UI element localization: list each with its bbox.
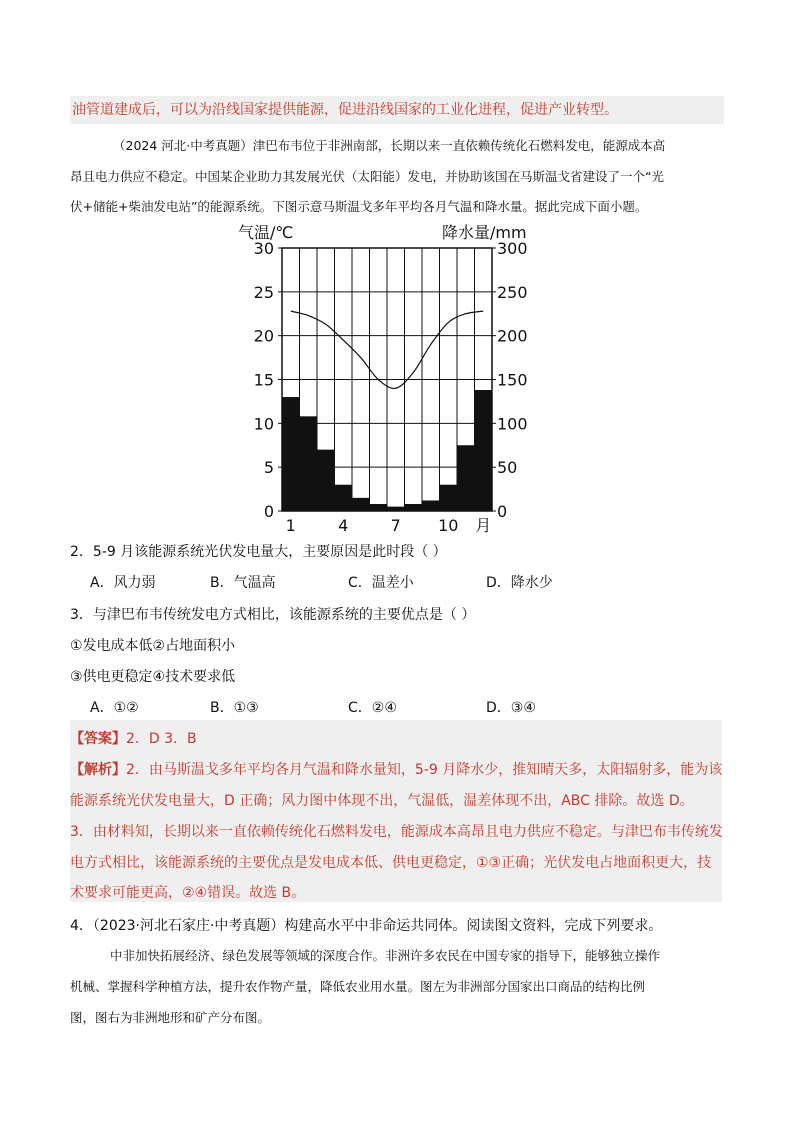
intro-line-1: （2024 河北·中考真题）津巴布韦位于非洲南部，长期以来一直依赖传统化石燃料发电，能源成本高 [113,138,666,153]
precipitation-tick-label: 100 [497,414,528,434]
precipitation-tick-label: 250 [497,282,528,302]
precipitation-bar-month-9 [423,500,440,511]
temperature-tick-label: 20 [253,326,274,346]
question-3-option-d: D．③④ [486,700,536,716]
question-3-option-b: B．①③ [210,700,259,716]
answer-tag: 【答案】 [70,731,126,747]
x-axis-label: 10 [438,516,459,534]
temperature-axis-label: 气温/℃ [238,223,294,242]
precipitation-bar-month-1 [283,397,300,511]
analysis-line-3: 3．由材料知，长期以来一直依赖传统化石燃料发电，能源成本高昂且电力供应不稳定。与津巴布韦传统发 [70,824,723,840]
precipitation-bar-month-7 [388,507,405,511]
question-2-option-b: B．气温高 [210,575,276,591]
temperature-tick-label: 30 [253,239,274,258]
analysis-text-1: 2．由马斯温戈多年平均各月气温和降水量知，5-9 月降水少，推知晴天多，太阳辐射多，能为该 [126,762,723,778]
precipitation-tick-label: 200 [497,326,528,346]
question-4-para-2: 机械、掌握科学种植方法，提升农作物产量，降低农业用水量。图左为非洲部分国家出口商品的结构比例 [70,979,646,994]
answer-line [70,728,722,748]
analysis-line-1 [70,759,722,779]
intro-line-2: 昂且电力供应不稳定。中国某企业助力其发展光伏（太阳能）发电，并协助该国在马斯温戈省建设了一个“光 [70,169,664,184]
analysis-line-2: 能源系统光伏发电量大，D 正确；风力图中体现不出，气温低，温差体现不出，ABC 排除。故选 D。 [70,793,694,809]
question-3-items-1: ①发电成本低②占地面积小 [70,638,236,654]
precipitation-bar-month-8 [405,504,422,511]
precipitation-bar-month-12 [475,390,492,511]
continued-text-line: 油管道建成后，可以为沿线国家提供能源，促进沿线国家的工业化进程，促进产业转型。 [70,96,724,124]
precipitation-bar-month-3 [318,450,335,511]
precipitation-tick-label: 0 [497,502,508,521]
temperature-tick-label: 10 [253,414,274,434]
question-3-option-a: A．①② [90,700,139,716]
analysis-line-4: 电方式相比，该能源系统的主要优点是发电成本低、供电更稳定，①③正确；光伏发电占地面积更大，技 [70,855,712,871]
precipitation-tick-label: 50 [497,458,518,478]
month-ticks [286,516,492,534]
precipitation-tick-label: 300 [497,239,528,258]
precipitation-bar-month-2 [300,416,317,511]
temperature-tick-label: 5 [263,458,274,478]
intro-line-3: 伏+储能+柴油发电站”的能源系统。下图示意马斯温戈多年平均各月气温和降水量。据此完成下面小题。 [70,199,648,214]
precipitation-bar-month-6 [370,504,387,511]
climate-chart [238,222,558,534]
answer-text: 2．D 3．B [126,731,197,747]
analysis-line-5: 术要求可能更高，②④错误。故选 B。 [70,885,306,901]
x-axis-label: 月 [475,516,492,534]
precipitation-axis-label: 降水量/mm [442,223,527,242]
temperature-tick-label: 15 [253,370,274,390]
temperature-tick-label: 0 [263,502,274,521]
precipitation-tick-label: 150 [497,370,528,390]
precipitation-bar-month-4 [335,485,352,511]
question-2-option-c: C．温差小 [348,575,414,591]
precipitation-bar-month-10 [440,485,457,511]
question-3-option-c: C．②④ [348,700,397,716]
x-axis-label: 7 [390,516,401,534]
precipitation-ticks [492,239,528,521]
x-axis-label: 4 [338,516,349,534]
temperature-tick-label: 25 [253,282,274,302]
analysis-tag: 【解析】 [70,762,126,778]
temperature-ticks [254,239,282,521]
precipitation-bar-month-5 [353,498,370,511]
question-4-para-3: 图，图右为非洲地形和矿产分布图。 [70,1010,271,1025]
question-3-stem: 3．与津巴布韦传统发电方式相比，该能源系统的主要优点是（ ） [70,607,476,623]
question-2-stem: 2．5-9 月该能源系统光伏发电量大，主要原因是此时段（ ） [70,544,447,560]
precipitation-bar-month-11 [458,445,475,511]
x-axis-label: 1 [285,516,296,534]
question-4-stem: 4．（2023·河北石家庄·中考真题）构建高水平中非命运共同体。阅读图文资料，完成下列要求。 [70,918,663,934]
question-2-option-d: D．降水少 [486,575,553,591]
question-4-para-1: 中非加快拓展经济、绿色发展等领域的深度合作。非洲许多农民在中国专家的指导下，能够独立操作 [110,948,661,963]
question-2-option-a: A．风力弱 [90,575,156,591]
question-3-items-2: ③供电更稳定④技术要求低 [70,669,236,685]
